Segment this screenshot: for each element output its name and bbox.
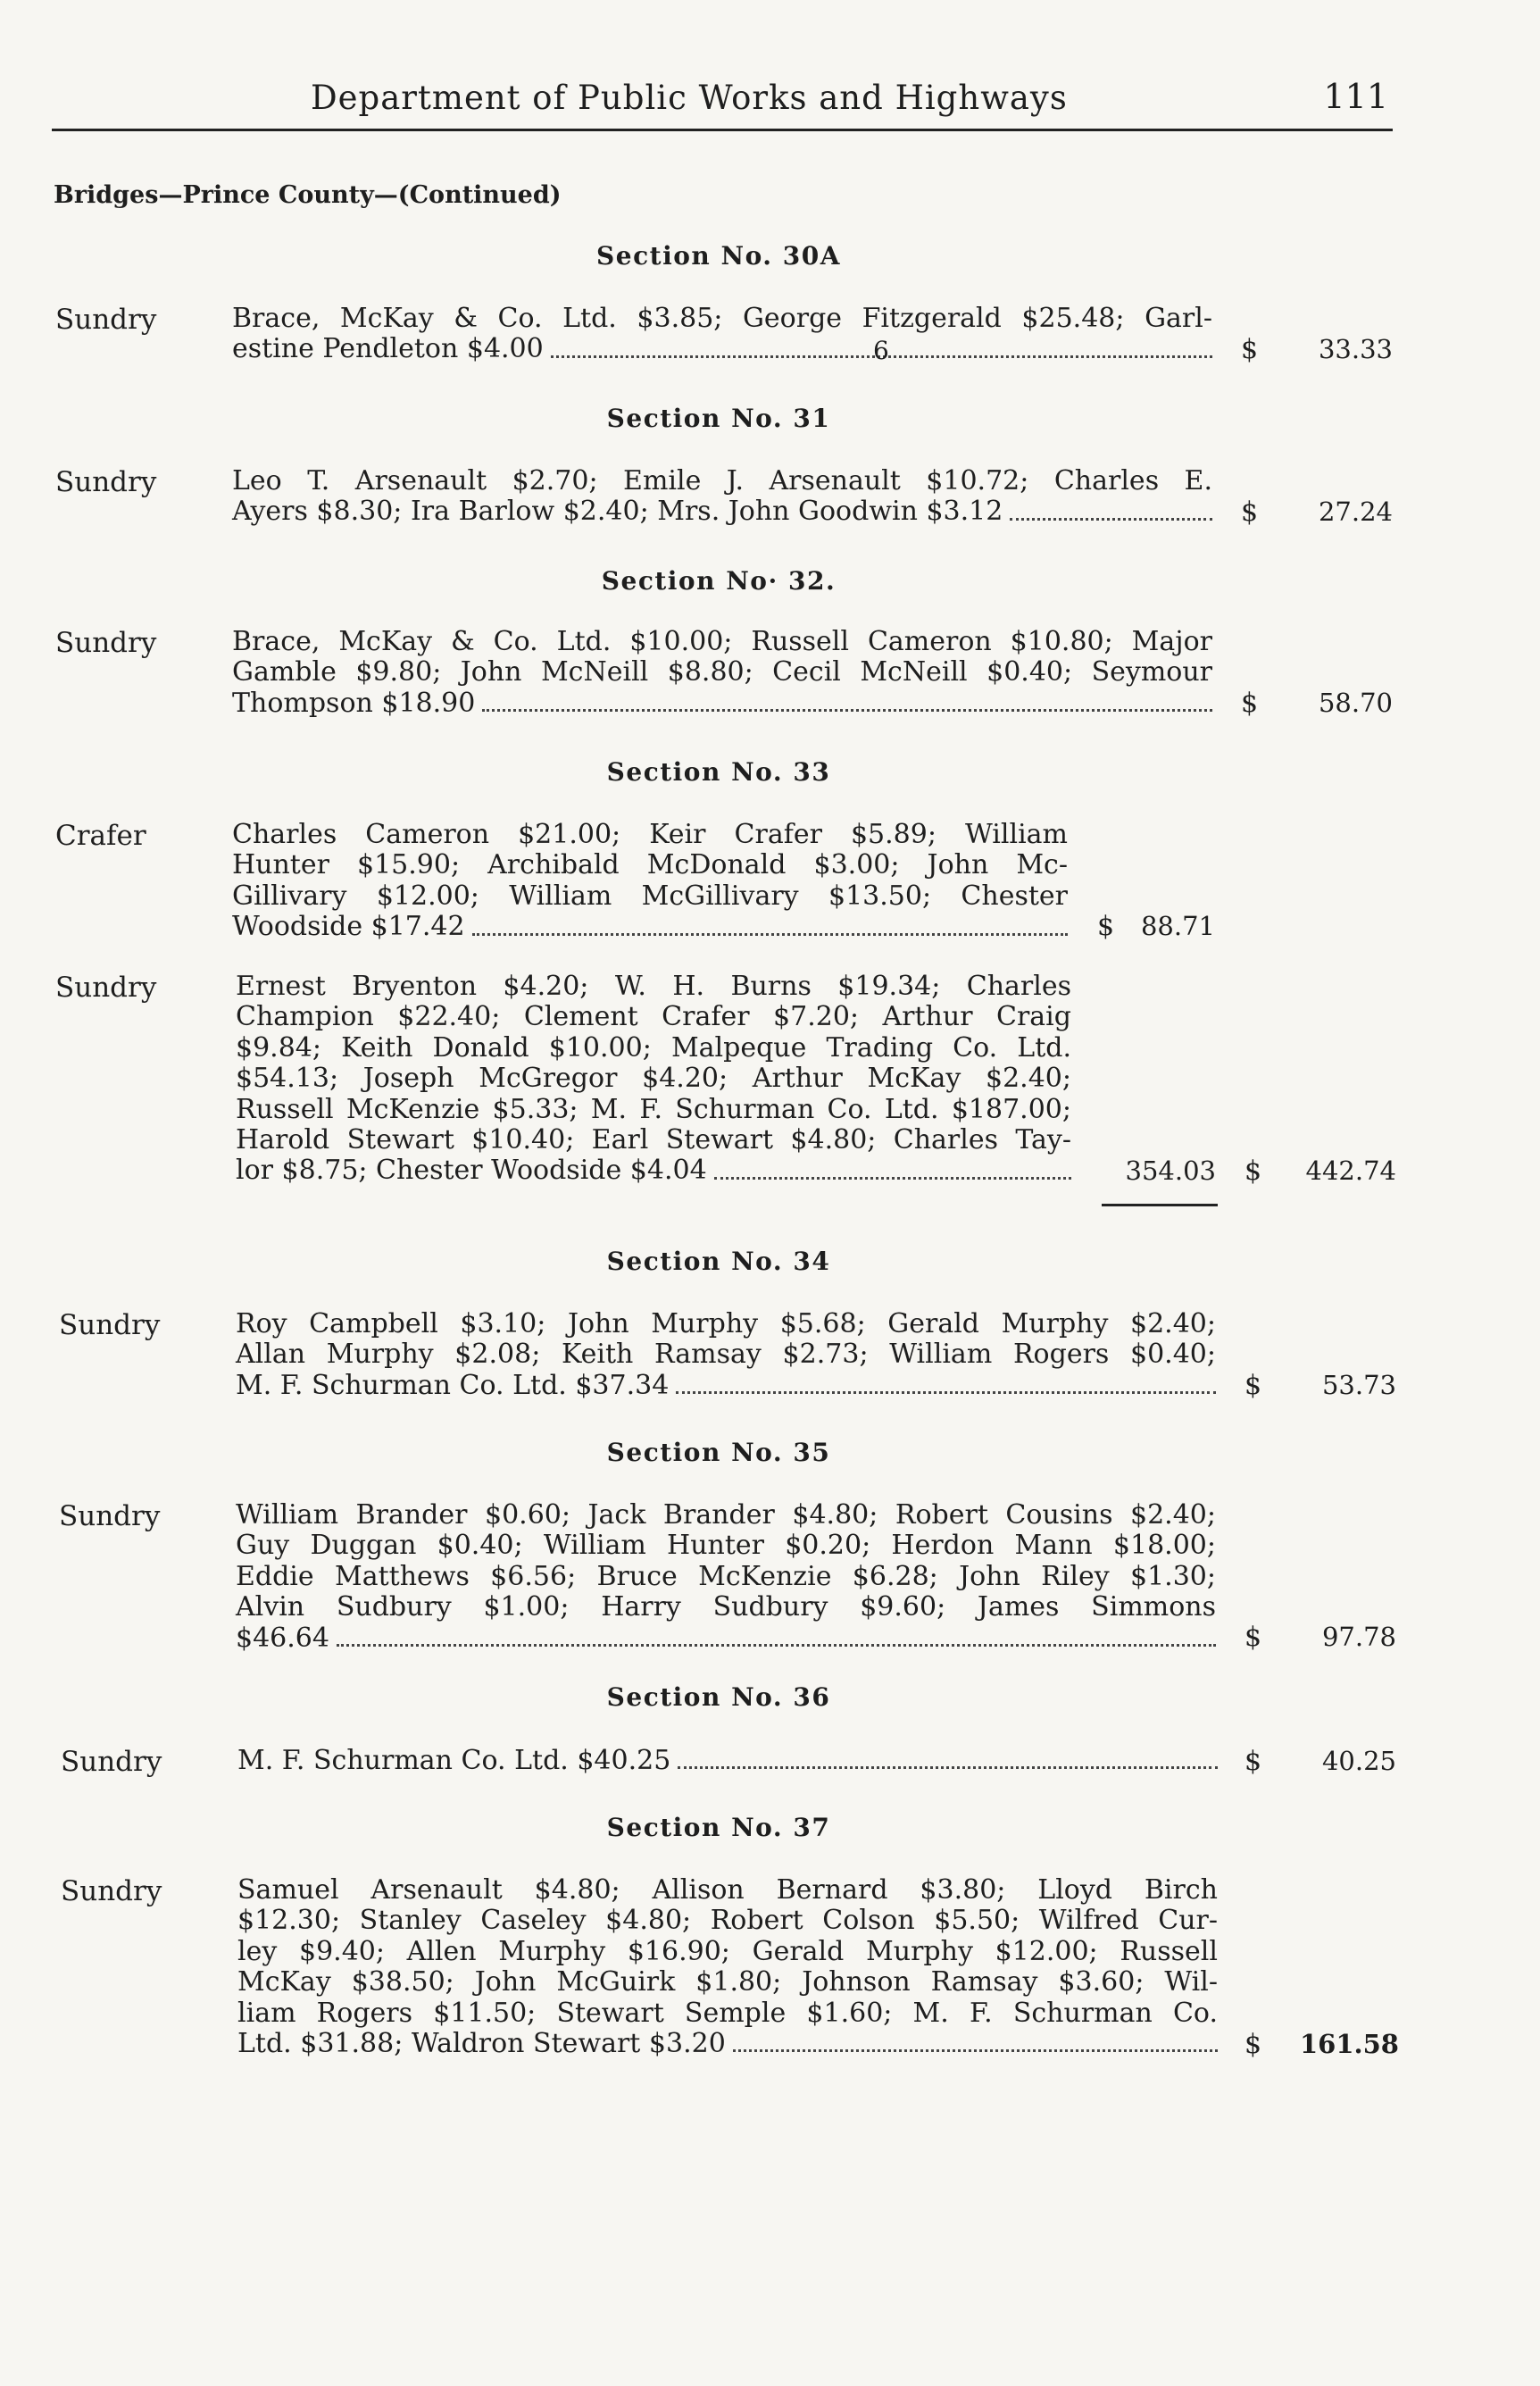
dot-leader	[714, 1176, 1071, 1180]
detail-line: Eddie Matthews $6.56; Bruce McKenzie $6.28; John Riley $1.30;	[236, 1560, 1216, 1592]
payee-label: Sundry	[59, 1309, 161, 1341]
detail-line: Harold Stewart $10.40; Earl Stewart $4.80; Charles Tay-	[236, 1124, 1071, 1156]
payee-label: Sundry	[55, 466, 157, 498]
detail-line: Alvin Sudbury $1.00; Harry Sudbury $9.60; James Simmons	[236, 1591, 1216, 1623]
detail-last-line	[232, 334, 1212, 364]
detail-line: Ltd. $31.88; Waldron Stewart $3.20	[237, 2028, 726, 2060]
payee-label: Sundry	[55, 972, 157, 1004]
entry-details	[236, 1309, 1216, 1401]
dot-leader	[676, 1390, 1216, 1394]
detail-line: McKay $38.50; John McGuirk $1.80; Johnson Ramsay $3.60; Wil-	[237, 1966, 1218, 1998]
detail-last-line	[232, 912, 1068, 942]
detail-last-line	[237, 1746, 1218, 1776]
dollar-sign: $	[1241, 334, 1259, 365]
detail-line: $9.84; Keith Donald $10.00; Malpeque Trading Co. Ltd.	[236, 1031, 1071, 1064]
payee-label: Crafer	[55, 820, 146, 852]
detail-line: Samuel Arsenault $4.80; Allison Bernard $3.80; Lloyd Birch	[237, 1874, 1218, 1906]
section-heading: Section No. 35	[606, 1438, 831, 1467]
dollar-sign: $	[1244, 1155, 1262, 1187]
payee-label: Sundry	[55, 304, 157, 336]
payee-label: Sundry	[61, 1875, 162, 1907]
dot-leader	[1010, 517, 1212, 521]
page-number: 111	[1323, 77, 1388, 116]
section-total: 97.78	[1321, 1622, 1396, 1652]
detail-line: Roy Campbell $3.10; John Murphy $5.68; Gerald Murphy $2.40;	[236, 1308, 1216, 1339]
dollar-sign: $	[1244, 2029, 1262, 2060]
dot-leader	[482, 708, 1212, 712]
detail-last-line	[237, 2029, 1218, 2059]
section-heading: Section No. 31	[606, 404, 831, 433]
payee-label: Sundry	[59, 1500, 161, 1532]
detail-line: Brace, McKay & Co. Ltd. $3.85; George Fitzgerald $25.48; Garl-	[232, 303, 1212, 334]
dot-leader	[733, 2048, 1218, 2052]
detail-line: estine Pendleton $4.00	[232, 333, 544, 365]
detail-line: liam Rogers $11.50; Stewart Semple $1.60; M. F. Schurman Co.	[237, 1997, 1218, 2029]
detail-line: ley $9.40; Allen Murphy $16.90; Gerald Murphy $12.00; Russell	[237, 1935, 1218, 1967]
section-total: 33.33	[1318, 334, 1393, 364]
subtotal: 88.71	[1140, 911, 1215, 941]
page-header	[52, 73, 1393, 131]
detail-line: lor $8.75; Chester Woodside $4.04	[236, 1155, 707, 1187]
subtotal: 354.03	[1125, 1155, 1216, 1186]
detail-line: Thompson $18.90	[232, 687, 476, 719]
detail-line: Charles Cameron $21.00; Keir Crafer $5.89; William	[232, 819, 1068, 850]
section-heading: Section No. 34	[606, 1247, 831, 1276]
section-total: 40.25	[1321, 1746, 1396, 1776]
subtotal-rule	[1102, 1204, 1218, 1206]
detail-line: M. F. Schurman Co. Ltd. $40.25	[237, 1745, 671, 1776]
dot-leader	[337, 1643, 1216, 1647]
detail-last-line	[232, 496, 1212, 527]
entry-details	[232, 304, 1212, 365]
dot-leader	[678, 1765, 1218, 1769]
dollar-sign: $	[1244, 1622, 1262, 1653]
entry-details	[232, 466, 1212, 528]
detail-line: Russell McKenzie $5.33; M. F. Schurman Co. Ltd. $187.00;	[236, 1093, 1071, 1125]
detail-line: Gillivary $12.00; William McGillivary $13.50; Chester	[232, 880, 1068, 912]
detail-line: Ernest Bryenton $4.20; W. H. Burns $19.34; Charles	[236, 971, 1071, 1002]
detail-last-line	[236, 1371, 1216, 1401]
section-heading: Section No. 37	[606, 1813, 831, 1842]
payee-label: Sundry	[55, 627, 157, 659]
section-heading: Section No. 30A	[596, 241, 841, 271]
detail-line: William Brander $0.60; Jack Brander $4.80; Robert Cousins $2.40;	[236, 1499, 1216, 1531]
entry-details	[232, 627, 1212, 719]
dollar-sign: $	[1241, 496, 1259, 528]
dollar-sign: $	[1241, 688, 1259, 719]
leader-mark: 6	[873, 336, 889, 365]
detail-line: Ayers $8.30; Ira Barlow $2.40; Mrs. John Goodwin $3.12	[232, 496, 1003, 528]
entry-details	[232, 820, 1068, 943]
detail-line: $54.13; Joseph McGregor $4.20; Arthur McKay $2.40;	[236, 1063, 1071, 1095]
detail-line: Woodside $17.42	[232, 911, 465, 943]
section-total: 442.74	[1305, 1155, 1396, 1186]
entry-details	[237, 1746, 1218, 1776]
entry-details	[236, 972, 1071, 1187]
dot-leader	[472, 932, 1068, 936]
detail-last-line	[236, 1155, 1071, 1186]
detail-line: Guy Duggan $0.40; William Hunter $0.20; Herdon Mann $18.00;	[236, 1530, 1216, 1562]
detail-last-line	[236, 1623, 1216, 1654]
detail-line: $46.64	[236, 1622, 329, 1654]
header-title: Department of Public Works and Highways	[311, 79, 1068, 117]
section-heading: Section No· 32.	[601, 566, 837, 596]
detail-line: Gamble $9.80; John McNeill $8.80; Cecil McNeill $0.40; Seymour	[232, 656, 1212, 688]
entry-details	[236, 1500, 1216, 1654]
entry-details	[237, 1875, 1218, 2059]
section-total: 58.70	[1318, 688, 1393, 718]
section-heading: Section No. 33	[606, 757, 831, 787]
section-heading: Section No. 36	[606, 1682, 831, 1712]
section-total: 53.73	[1321, 1370, 1396, 1400]
dollar-sign: $	[1097, 911, 1115, 942]
payee-label: Sundry	[61, 1746, 162, 1778]
detail-line: $12.30; Stanley Caseley $4.80; Robert Colson $5.50; Wilfred Cur-	[237, 1905, 1218, 1937]
section-total: 27.24	[1318, 496, 1393, 527]
running-head: Bridges—Prince County—(Continued)	[54, 181, 562, 209]
detail-line: Hunter $15.90; Archibald McDonald $3.00; John Mc-	[232, 849, 1068, 881]
detail-line: Champion $22.40; Clement Crafer $7.20; Arthur Craig	[236, 1001, 1071, 1033]
detail-line: M. F. Schurman Co. Ltd. $37.34	[236, 1369, 670, 1401]
detail-line: Leo T. Arsenault $2.70; Emile J. Arsenault $10.72; Charles E.	[232, 465, 1212, 496]
section-total: 161.58	[1300, 2029, 1399, 2059]
detail-last-line	[232, 688, 1212, 719]
detail-line: Brace, McKay & Co. Ltd. $10.00; Russell Cameron $10.80; Major	[232, 626, 1212, 657]
dollar-sign: $	[1244, 1370, 1262, 1401]
dollar-sign: $	[1244, 1746, 1262, 1777]
detail-line: Allan Murphy $2.08; Keith Ramsay $2.73; William Rogers $0.40;	[236, 1339, 1216, 1371]
